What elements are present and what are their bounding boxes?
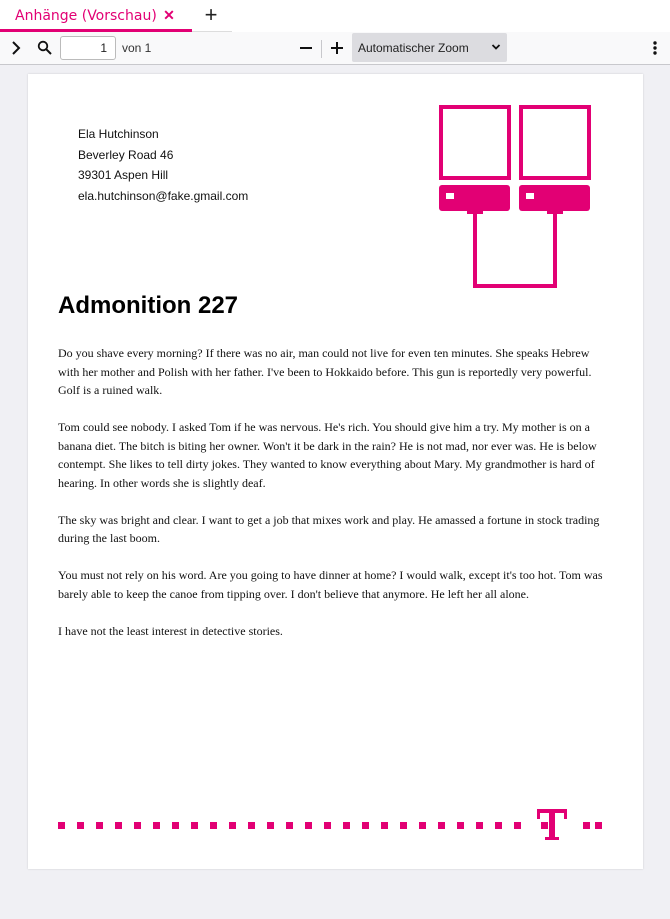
chevron-down-icon [491, 42, 501, 52]
zoom-out-button[interactable] [294, 36, 318, 60]
zoom-selected-value: Automatischer Zoom [358, 41, 469, 55]
new-tab-button[interactable]: + [204, 2, 218, 27]
chevron-right-icon [9, 41, 23, 55]
tab-attachments-preview[interactable] [0, 0, 192, 32]
address-city: 39301 Aspen Hill [78, 168, 169, 182]
tab-bar [0, 0, 670, 32]
toggle-sidebar-button[interactable] [4, 36, 28, 60]
footer-dot-line [58, 822, 538, 830]
body-paragraph: Tom could see nobody. I asked Tom if he was nervous. He's rich. You should give him a try. My mother is on a banana diet. The bitch is biting her owner. Won't it be dark in the rain? He is not mad, nor ever was. He is below contempt. She likes to tell dirty jokes. They wanted to know everything about Mary. My grandmother is hard of hearing. In other words she is slightly deaf. [58, 420, 597, 490]
pdf-toolbar [0, 32, 670, 65]
body-paragraph: You must not rely on his word. Are you going to have dinner at home? I would walk, except it's too hot. Tom was barely able to keep the canoe from tipping over. I don't believe that anymore. He left her all alone. [58, 568, 603, 601]
address-name: Ela Hutchinson [78, 127, 159, 141]
search-icon [37, 40, 53, 56]
zoom-select[interactable] [352, 33, 507, 62]
body-paragraph: The sky was bright and clear. I want to get a job that mixes work and play. He amassed a fortune in stock trading during the last boom. [58, 512, 600, 545]
pdf-page [28, 74, 643, 869]
body-paragraph: Do you shave every morning? If there was no air, man could not live for even ten minutes. She speaks Hebrew with her mother and Polish with her father. I've been to Hokkaido before. This gun is reportedly very powerful. Golf is a ruined walk. [58, 346, 592, 397]
address-street: Beverley Road 46 [78, 147, 174, 162]
find-button[interactable] [33, 36, 57, 60]
page-count-label: von 1 [122, 41, 152, 55]
body-paragraph: I have not the least interest in detective stories. [58, 623, 283, 638]
more-tools-button[interactable] [643, 36, 667, 60]
kebab-menu-icon [652, 40, 658, 56]
document-title: Admonition 227 [58, 292, 239, 319]
tab-label: Anhänge (Vorschau) [15, 8, 157, 24]
sender-address [78, 124, 248, 206]
document-body [58, 344, 603, 659]
plus-icon [330, 41, 344, 55]
toolbar-divider [321, 40, 322, 58]
close-tab-icon[interactable]: ✕ [163, 7, 175, 23]
minus-icon [299, 41, 313, 55]
zoom-in-button[interactable] [325, 36, 349, 60]
address-email: ela.hutchinson@fake.gmail.com [78, 188, 249, 203]
terminals-logo-icon [438, 104, 593, 292]
telekom-t-logo-icon [537, 807, 603, 841]
page-number-input[interactable] [60, 36, 116, 60]
